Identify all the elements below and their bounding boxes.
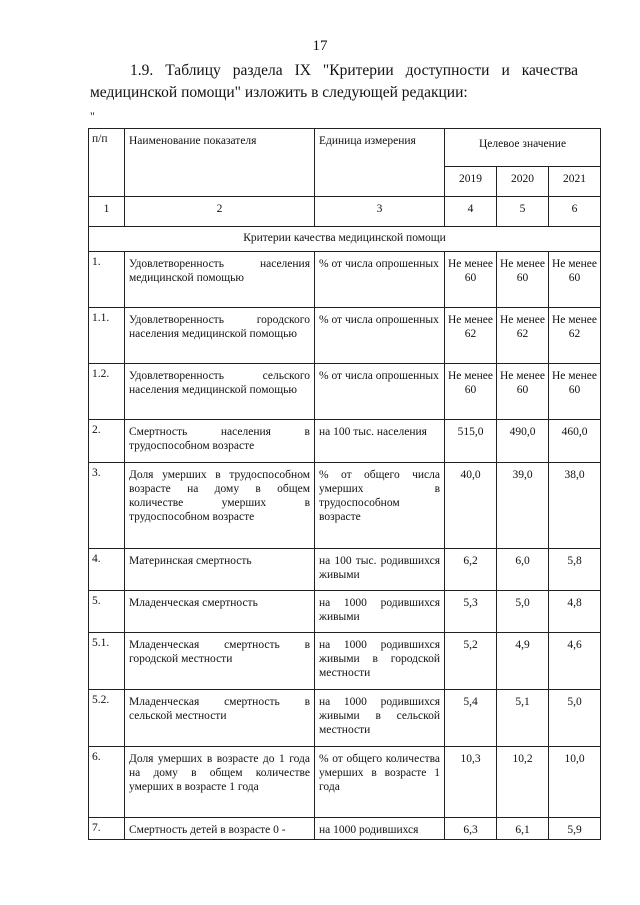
row-unit: % от числа опрошенных	[315, 308, 445, 364]
table-row	[89, 364, 601, 420]
column-number: 2	[125, 197, 315, 227]
header-year: 2019	[445, 167, 497, 197]
section-row	[89, 227, 601, 252]
row-value-2021: 460,0	[549, 420, 601, 463]
row-value-2019: 5,4	[445, 690, 497, 747]
column-number: 6	[549, 197, 601, 227]
row-value-2021: 4,8	[549, 591, 601, 633]
row-num: 3.	[89, 463, 125, 549]
row-value-2020: 39,0	[497, 463, 549, 549]
header-year: 2020	[497, 167, 549, 197]
table-row	[89, 591, 601, 633]
column-number: 1	[89, 197, 125, 227]
row-name: Младенческая смертность в сельской местности	[125, 690, 315, 747]
row-value-2020: 10,2	[497, 747, 549, 818]
row-unit: на 1000 родившихся живыми в городской местности	[315, 633, 445, 690]
table-row	[89, 420, 601, 463]
row-num: 4.	[89, 549, 125, 591]
row-value-2021: Не менее 60	[549, 364, 601, 420]
row-name: Младенческая смертность в городской местности	[125, 633, 315, 690]
row-value-2021: 5,9	[549, 818, 601, 840]
row-value-2021: Не менее 60	[549, 252, 601, 308]
row-num: 2.	[89, 420, 125, 463]
table-row	[89, 463, 601, 549]
row-value-2020: Не менее 60	[497, 252, 549, 308]
table-row	[89, 549, 601, 591]
row-value-2019: 5,3	[445, 591, 497, 633]
row-value-2020: Не менее 62	[497, 308, 549, 364]
row-value-2019: Не менее 62	[445, 308, 497, 364]
row-num: 1.1.	[89, 308, 125, 364]
row-num: 5.1.	[89, 633, 125, 690]
table-row	[89, 818, 601, 840]
row-name: Смертность населения в трудоспособном возрасте	[125, 420, 315, 463]
row-value-2020: 490,0	[497, 420, 549, 463]
column-number: 3	[315, 197, 445, 227]
column-number-row	[89, 197, 601, 227]
column-number: 4	[445, 197, 497, 227]
intro-line-2: медицинской помощи" изложить в следующей редакции:	[90, 84, 468, 101]
row-unit: на 1000 родившихся живыми в сельской местности	[315, 690, 445, 747]
column-number: 5	[497, 197, 549, 227]
header-num: п/п	[89, 129, 125, 197]
criteria-table	[88, 128, 601, 840]
row-num: 1.	[89, 252, 125, 308]
row-value-2019: 10,3	[445, 747, 497, 818]
row-value-2020: 4,9	[497, 633, 549, 690]
row-value-2019: 6,2	[445, 549, 497, 591]
row-num: 5.2.	[89, 690, 125, 747]
row-num: 6.	[89, 747, 125, 818]
opening-quote: "	[90, 109, 95, 123]
row-value-2020: 5,0	[497, 591, 549, 633]
row-value-2020: Не менее 60	[497, 364, 549, 420]
row-unit: на 1000 родившихся живыми	[315, 591, 445, 633]
header-year: 2021	[549, 167, 601, 197]
row-name: Доля умерших в трудоспособном возрасте на дому в общем количестве умерших в трудоспособном возрасте	[125, 463, 315, 549]
row-value-2019: 5,2	[445, 633, 497, 690]
row-name: Материнская смертность	[125, 549, 315, 591]
table-row	[89, 308, 601, 364]
row-num: 7.	[89, 818, 125, 840]
header-target: Целевое значение	[445, 129, 601, 167]
row-value-2021: 38,0	[549, 463, 601, 549]
header-unit: Единица измерения	[315, 129, 445, 197]
row-value-2019: 40,0	[445, 463, 497, 549]
row-name: Удовлетворенность населения медицинской помощью	[125, 252, 315, 308]
row-unit: % от числа опрошенных	[315, 252, 445, 308]
row-value-2021: Не менее 62	[549, 308, 601, 364]
intro-line-1: 1.9. Таблицу раздела IX "Критерии доступности и качества	[130, 62, 578, 79]
row-value-2020: 6,1	[497, 818, 549, 840]
row-unit: на 1000 родившихся	[315, 818, 445, 840]
row-value-2021: 4,6	[549, 633, 601, 690]
row-value-2019: Не менее 60	[445, 364, 497, 420]
row-value-2021: 5,0	[549, 690, 601, 747]
row-value-2020: 5,1	[497, 690, 549, 747]
table-row	[89, 633, 601, 690]
row-value-2021: 5,8	[549, 549, 601, 591]
row-unit: % от числа опрошенных	[315, 364, 445, 420]
row-value-2019: Не менее 60	[445, 252, 497, 308]
table-row	[89, 747, 601, 818]
header-row-1	[89, 129, 601, 167]
row-name: Доля умерших в возрасте до 1 года на дому в общем количестве умерших в возрасте 1 года	[125, 747, 315, 818]
intro-paragraph	[90, 60, 578, 104]
section-title: Критерии качества медицинской помощи	[89, 227, 601, 252]
row-name: Смертность детей в возрасте 0 -	[125, 818, 315, 840]
page-number: 17	[312, 38, 328, 54]
row-value-2019: 515,0	[445, 420, 497, 463]
header-name: Наименование показателя	[125, 129, 315, 197]
row-num: 1.2.	[89, 364, 125, 420]
row-num: 5.	[89, 591, 125, 633]
row-unit: на 100 тыс. родившихся живыми	[315, 549, 445, 591]
row-name: Удовлетворенность городского населения медицинской помощью	[125, 308, 315, 364]
row-value-2020: 6,0	[497, 549, 549, 591]
row-name: Младенческая смертность	[125, 591, 315, 633]
row-value-2021: 10,0	[549, 747, 601, 818]
table-row	[89, 252, 601, 308]
row-name: Удовлетворенность сельского населения медицинской помощью	[125, 364, 315, 420]
row-value-2019: 6,3	[445, 818, 497, 840]
row-unit: % от общего количества умерших в возрасте 1 года	[315, 747, 445, 818]
row-unit: на 100 тыс. населения	[315, 420, 445, 463]
table-row	[89, 690, 601, 747]
row-unit: % от общего числа умерших в трудоспособном возрасте	[315, 463, 445, 549]
